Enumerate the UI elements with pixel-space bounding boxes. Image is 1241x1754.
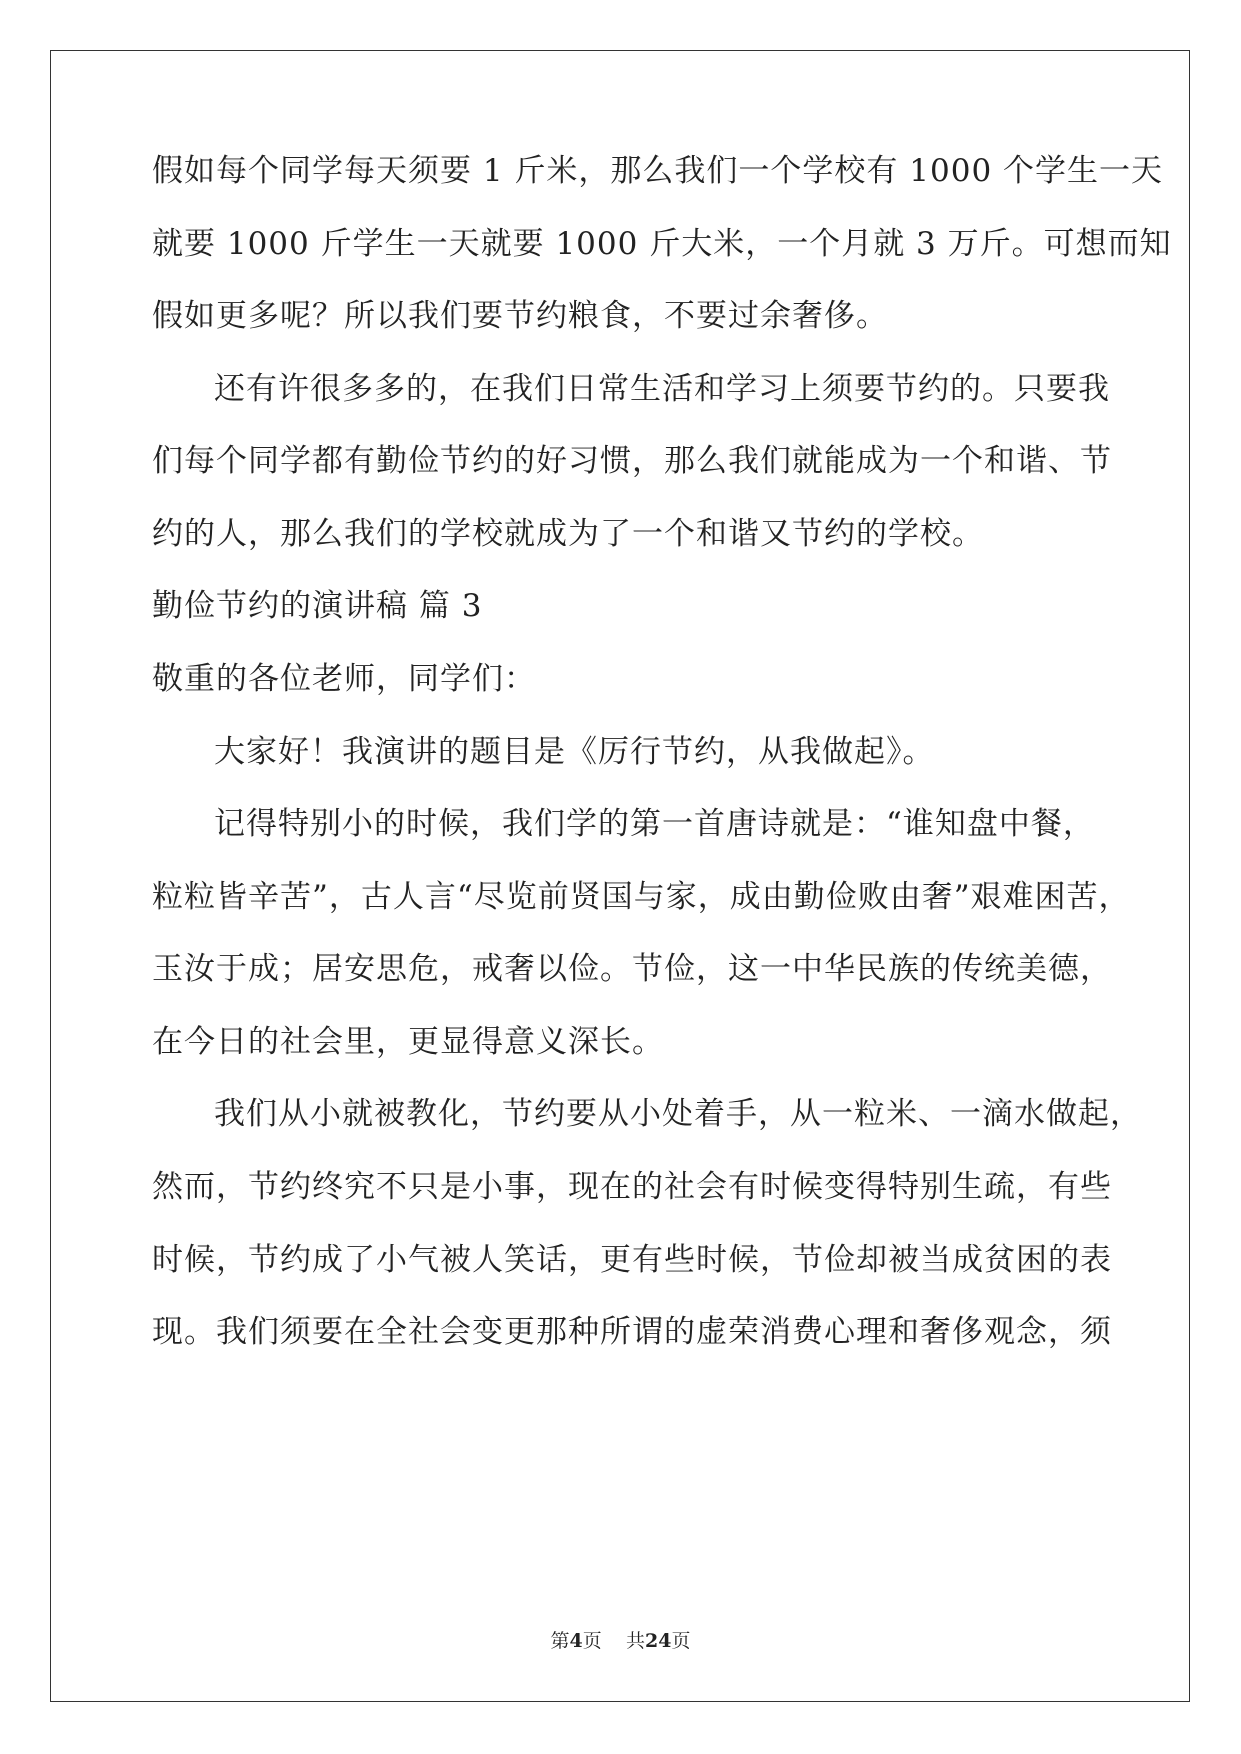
body-line-16: 时候，节约成了小气被人笑话，更有些时候，节俭却被当成贫困的表	[152, 1242, 1112, 1278]
body-line-3: 假如更多呢？所以我们要节约粮食，不要过余奢侈。	[152, 298, 888, 334]
body-line-6: 约的人，那么我们的学校就成为了一个和谐又节约的学校。	[152, 516, 984, 552]
footer-total-prefix: 共	[625, 1630, 645, 1652]
footer-page-number: 4	[569, 1630, 583, 1652]
body-line-2: 就要 1000 斤学生一天就要 1000 斤大米，一个月就 3 万斤。可想而知	[152, 226, 1172, 262]
body-line-5: 们每个同学都有勤俭节约的好习惯，那么我们就能成为一个和谐、节	[152, 443, 1112, 479]
page-footer	[0, 1629, 1241, 1653]
salutation: 敬重的各位老师，同学们：	[152, 661, 536, 697]
footer-page-suffix: 页	[582, 1630, 602, 1652]
body-line-1: 假如每个同学每天须要 1 斤米，那么我们一个学校有 1000 个学生一天	[152, 153, 1164, 189]
body-line-11: 粒粒皆辛苦”，古人言“尽览前贤国与家，成由勤俭败由奢”艰难困苦，	[152, 879, 1131, 915]
body-line-12: 玉汝于成；居安思危，戒奢以俭。节俭，这一中华民族的传统美德，	[152, 951, 1112, 987]
body-line-4: 还有许很多多的，在我们日常生活和学习上须要节约的。只要我	[214, 371, 1110, 407]
footer-total-suffix: 页	[671, 1630, 691, 1652]
body-line-14: 我们从小就被教化，节约要从小处着手，从一粒米、一滴水做起，	[214, 1096, 1142, 1132]
footer-total-pages: 24	[644, 1630, 672, 1652]
body-line-17: 现。我们须要在全社会变更那种所谓的虚荣消费心理和奢侈观念，须	[152, 1314, 1112, 1350]
body-line-10: 记得特别小的时候，我们学的第一首唐诗就是：“谁知盘中餐，	[214, 806, 1095, 842]
footer-prefix: 第	[550, 1630, 570, 1652]
body-line-9: 大家好！我演讲的题目是《厉行节约，从我做起》。	[214, 734, 935, 770]
body-line-13: 在今日的社会里，更显得意义深长。	[152, 1024, 664, 1060]
body-line-15: 然而，节约终究不只是小事，现在的社会有时候变得特别生疏，有些	[152, 1169, 1112, 1205]
section-heading: 勤俭节约的演讲稿 篇 3	[152, 588, 483, 624]
